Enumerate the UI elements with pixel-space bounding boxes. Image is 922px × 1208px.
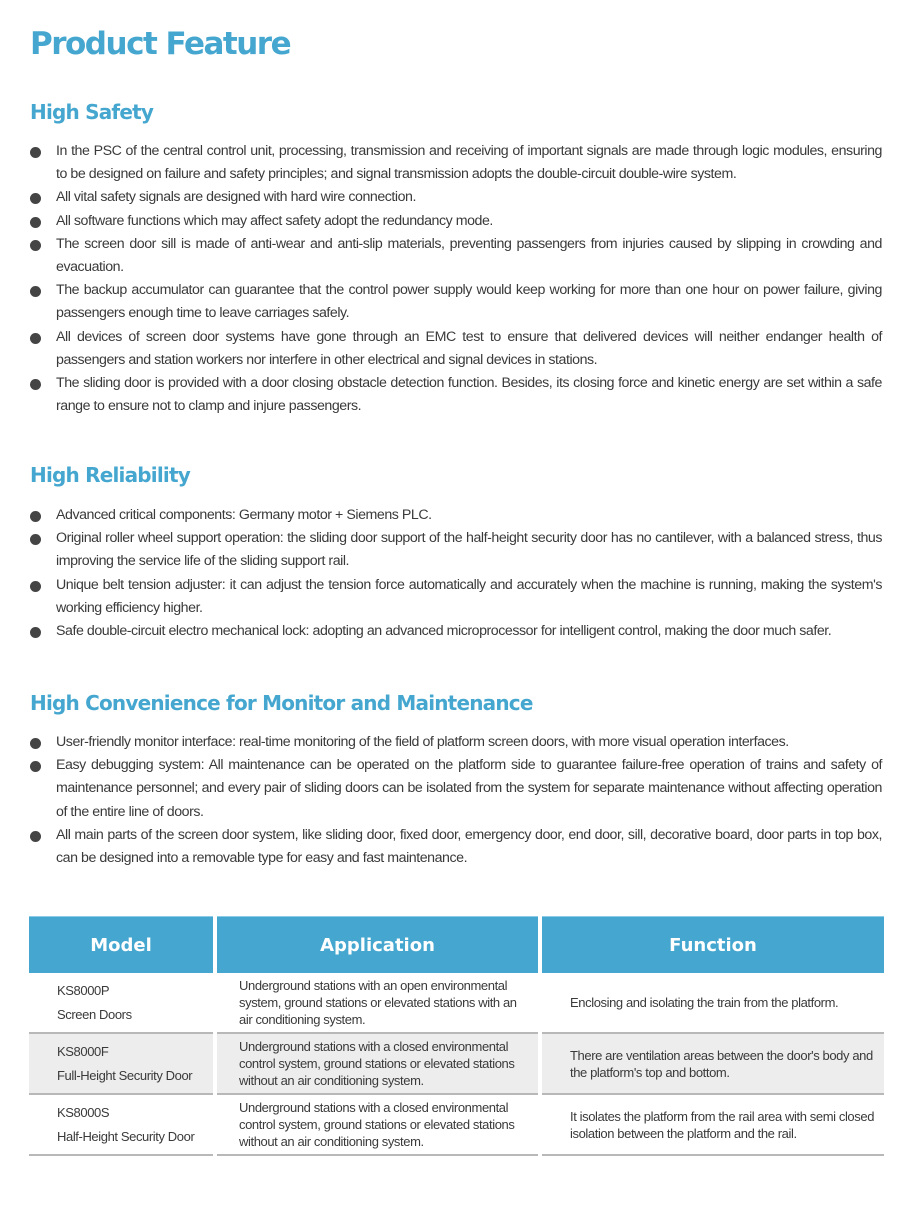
header-model: Model <box>29 916 213 973</box>
model-type: Half-Height Security Door <box>57 1128 195 1144</box>
table-row <box>29 973 884 1034</box>
reliability-list <box>30 504 882 643</box>
table-header-row <box>29 916 884 973</box>
list-item: All devices of screen door systems have gone through an EMC test to ensure that delivered devices will neither endanger health of passengers and station workers nor interfere in other electrical and signal devices in stations. <box>30 326 882 372</box>
model-cell <box>29 1034 213 1095</box>
application-cell: Underground stations with a closed environmental control system, ground stations or elevated stations without an air conditioning system. <box>217 1034 538 1095</box>
section-title-convenience: High Convenience for Monitor and Maintenance <box>30 691 533 715</box>
list-item: Original roller wheel support operation: the sliding door support of the half-height security door has no cantilever, with a balanced stress, thus improving the service life of the sliding support rail. <box>30 527 882 573</box>
list-item: Easy debugging system: All maintenance can be operated on the platform side to guarantee failure-free operation of trains and safety of maintenance personnel; and every pair of sliding doors can be isolated from the system for separate maintenance without affecting operation of the entire line of doors. <box>30 754 882 824</box>
list-item: In the PSC of the central control unit, processing, transmission and receiving of important signals are made through logic modules, ensuring to be designed on failure and safety principles; and signal transmission adopts the double-circuit double-wire system. <box>30 140 882 186</box>
list-item: Unique belt tension adjuster: it can adjust the tension force automatically and accurately when the machine is running, making the system's working efficiency higher. <box>30 574 882 620</box>
table-row <box>29 1095 884 1156</box>
function-cell: Enclosing and isolating the train from the platform. <box>542 973 884 1034</box>
function-cell: There are ventilation areas between the door's body and the platform's top and bottom. <box>542 1034 884 1095</box>
table-row <box>29 1034 884 1095</box>
model-type: Full-Height Security Door <box>57 1067 193 1083</box>
section-title-safety: High Safety <box>30 100 154 124</box>
model-code: KS8000S <box>57 1104 110 1120</box>
list-item: Advanced critical components: Germany motor + Siemens PLC. <box>30 504 882 527</box>
list-item: All main parts of the screen door system, like sliding door, fixed door, emergency door, end door, sill, decorative board, door parts in top box, can be designed into a removable type for easy and fast maintenance. <box>30 824 882 870</box>
page-title: Product Feature <box>30 26 291 62</box>
application-cell: Underground stations with an open environmental system, ground stations or elevated stations with an air conditioning system. <box>217 973 538 1034</box>
section-title-reliability: High Reliability <box>30 463 190 487</box>
list-item: The screen door sill is made of anti-wear and anti-slip materials, preventing passengers from injuries caused by slipping in crowding and evacuation. <box>30 233 882 279</box>
application-cell: Underground stations with a closed environmental control system, ground stations or elevated stations without an air conditioning system. <box>217 1095 538 1156</box>
function-cell: It isolates the platform from the rail area with semi closed isolation between the platform and the rail. <box>542 1095 884 1156</box>
convenience-list <box>30 731 882 870</box>
model-cell <box>29 1095 213 1156</box>
model-code: KS8000F <box>57 1043 109 1059</box>
model-code: KS8000P <box>57 982 110 998</box>
list-item: The backup accumulator can guarantee that the control power supply would keep working for more than one hour on power failure, giving passengers enough time to leave carriages safely. <box>30 279 882 325</box>
safety-list <box>30 140 882 418</box>
list-item: The sliding door is provided with a door closing obstacle detection function. Besides, its closing force and kinetic energy are set within a safe range to ensure not to clamp and injure passengers. <box>30 372 882 418</box>
model-type: Screen Doors <box>57 1006 132 1022</box>
list-item: Safe double-circuit electro mechanical lock: adopting an advanced microprocessor for intelligent control, making the door much safer. <box>30 620 882 643</box>
header-function: Function <box>542 916 884 973</box>
header-application: Application <box>217 916 538 973</box>
list-item: User-friendly monitor interface: real-time monitoring of the field of platform screen doors, with more visual operation interfaces. <box>30 731 882 754</box>
list-item: All software functions which may affect safety adopt the redundancy mode. <box>30 210 882 233</box>
model-table <box>25 916 888 1156</box>
model-cell <box>29 973 213 1034</box>
list-item: All vital safety signals are designed with hard wire connection. <box>30 186 882 209</box>
